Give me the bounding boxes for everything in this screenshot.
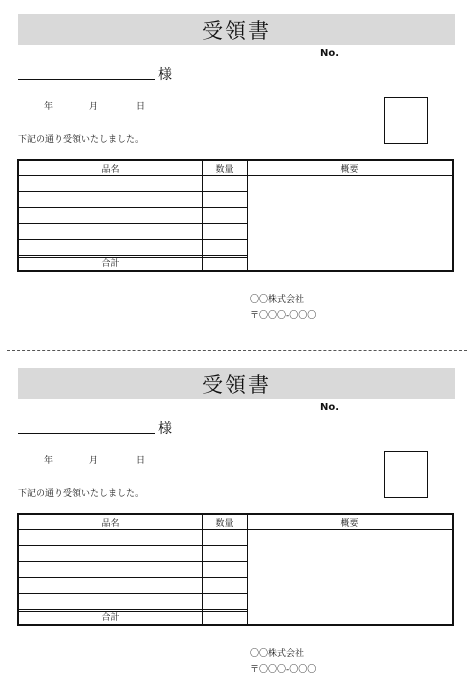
title-bar: [18, 368, 455, 399]
recipient-name-line: [18, 79, 155, 80]
table-header-divider: [19, 529, 452, 530]
date-year-label: 年: [44, 102, 54, 112]
receipt-title: 受領書: [202, 18, 271, 43]
table-row-divider: [19, 561, 247, 562]
table-row-divider: [19, 191, 247, 192]
table-row-divider: [19, 223, 247, 224]
date-day-label: 日: [136, 102, 146, 112]
seal-stamp-box: [384, 97, 428, 144]
cut-line: [7, 350, 467, 351]
column-header-item-name: 品名: [101, 165, 120, 175]
company-name: 〇〇株式会社: [250, 649, 305, 659]
column-header-quantity: 数量: [215, 519, 234, 529]
column-header-summary: 概要: [340, 165, 359, 175]
column-header-item-name: 品名: [101, 519, 120, 529]
receipt-title: 受領書: [202, 372, 271, 397]
receipt-statement: 下記の通り受領いたしました。: [18, 135, 145, 145]
recipient-name-line: [18, 433, 155, 434]
honorific-sama: 様: [158, 421, 172, 437]
postal-code: 〒〇〇〇-〇〇〇: [250, 665, 317, 675]
total-label: 合計: [101, 613, 120, 623]
table-row-divider: [19, 239, 247, 240]
receipt-lower: [0, 354, 474, 694]
table-column-divider: [247, 161, 248, 270]
postal-code: 〒〇〇〇-〇〇〇: [250, 311, 317, 321]
receipt-statement: 下記の通り受領いたしました。: [18, 489, 145, 499]
table-header-divider: [19, 175, 452, 176]
items-table: [17, 159, 454, 272]
company-name: 〇〇株式会社: [250, 295, 305, 305]
table-row-divider: [19, 207, 247, 208]
total-label: 合計: [101, 259, 120, 269]
date-month-label: 月: [89, 102, 99, 112]
receipt-upper: [0, 0, 474, 340]
table-row-divider: [19, 593, 247, 594]
items-table: [17, 513, 454, 626]
table-row-divider: [19, 577, 247, 578]
receipt-number-label: No.: [320, 402, 340, 413]
date-year-label: 年: [44, 456, 54, 466]
table-column-divider: [202, 161, 203, 270]
title-bar: [18, 14, 455, 45]
receipt-number-label: No.: [320, 48, 340, 59]
table-column-divider: [202, 515, 203, 624]
table-column-divider: [247, 515, 248, 624]
date-month-label: 月: [89, 456, 99, 466]
column-header-summary: 概要: [340, 519, 359, 529]
table-row-divider: [19, 545, 247, 546]
honorific-sama: 様: [158, 67, 172, 83]
date-day-label: 日: [136, 456, 146, 466]
column-header-quantity: 数量: [215, 165, 234, 175]
seal-stamp-box: [384, 451, 428, 498]
